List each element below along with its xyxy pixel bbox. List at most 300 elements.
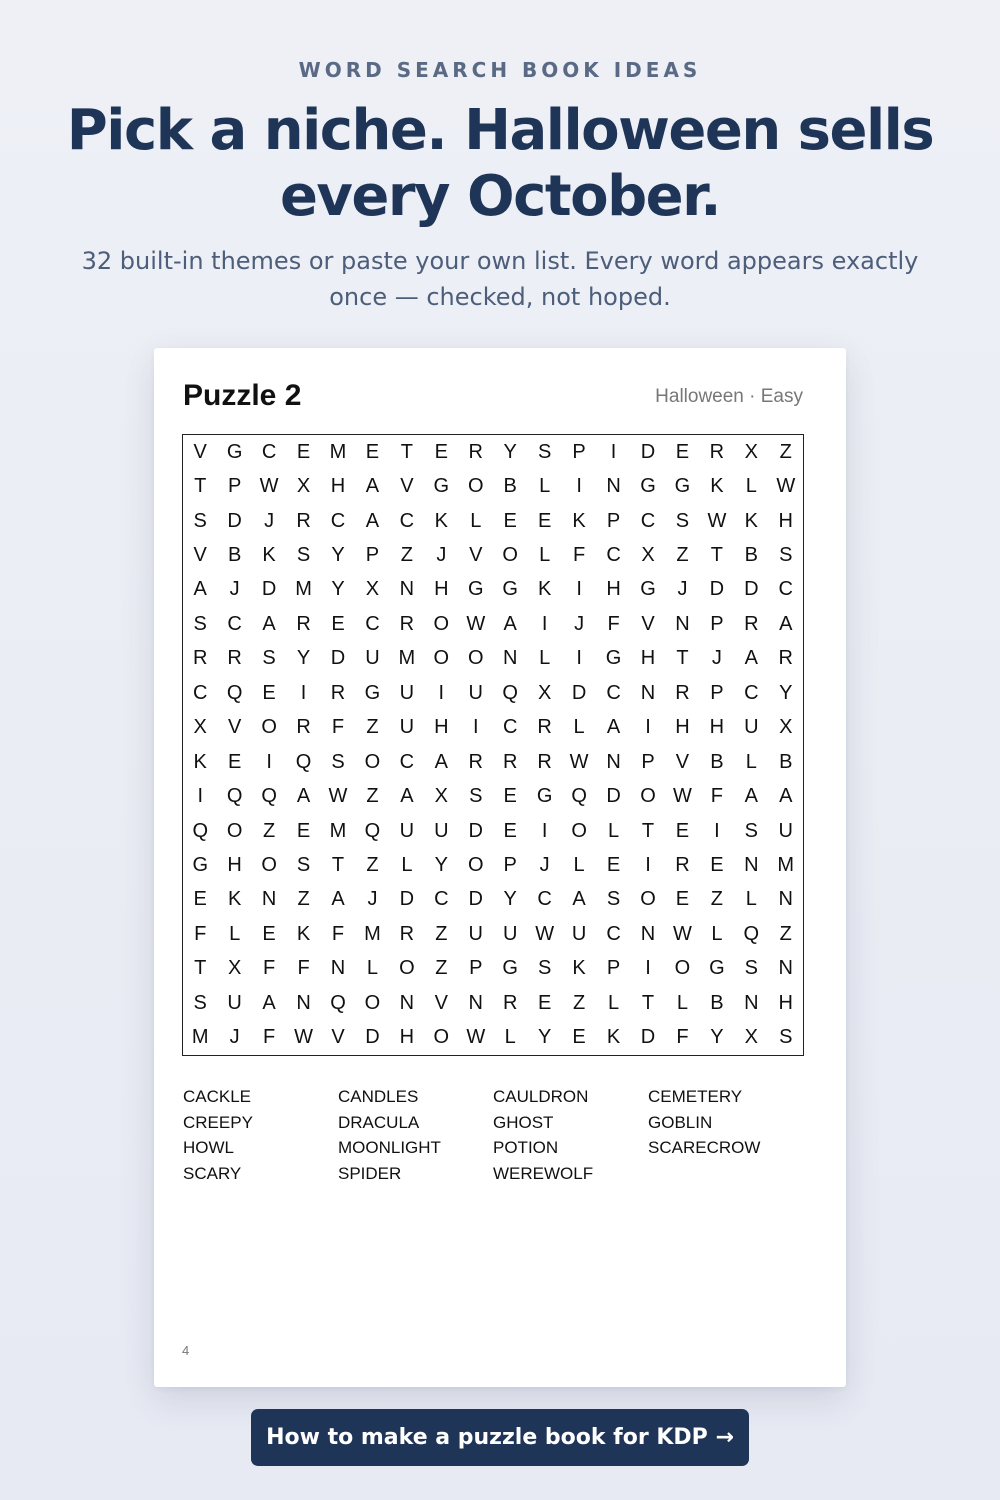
grid-cell: O <box>571 819 587 842</box>
grid-cell: V <box>434 991 448 1014</box>
grid-cell: E <box>710 854 724 877</box>
grid-cell: O <box>502 544 518 567</box>
grid-cell: Z <box>297 888 310 911</box>
grid-cell: A <box>296 785 311 808</box>
grid-cell: D <box>709 578 725 601</box>
grid-cell: U <box>434 819 449 842</box>
grid-cell: B <box>779 750 793 773</box>
grid-cell: H <box>399 1026 415 1049</box>
grid-cell: Q <box>226 681 243 704</box>
grid-cell: Q <box>261 785 277 808</box>
grid-cell: Z <box>572 991 586 1014</box>
grid-cell: Y <box>331 544 345 567</box>
grid-cell: U <box>502 922 518 945</box>
grid-cell: R <box>468 440 483 463</box>
grid-cell: X <box>193 716 207 739</box>
grid-cell: N <box>675 612 690 635</box>
word-list-item: POTION <box>493 1138 559 1157</box>
grid-cell: E <box>537 509 552 532</box>
grid-cell: Q <box>192 819 208 842</box>
grid-cell: D <box>399 888 415 911</box>
word-list <box>183 1086 803 1185</box>
grid-cell: S <box>193 612 207 635</box>
grid-cell: S <box>744 819 758 842</box>
grid-cell: D <box>365 1026 380 1049</box>
grid-cell: N <box>606 750 621 773</box>
grid-cell: G <box>674 475 691 498</box>
grid-cell: W <box>569 750 589 773</box>
grid-cell: S <box>744 957 758 980</box>
puzzle-theme-difficulty: Halloween · Easy <box>655 386 803 407</box>
grid-cell: G <box>536 785 553 808</box>
grid-cell: Q <box>364 819 381 842</box>
grid-cell: N <box>330 957 346 980</box>
grid-cell: L <box>607 991 620 1014</box>
grid-cell: V <box>641 612 655 635</box>
grid-cell: S <box>779 1026 793 1049</box>
grid-cell: C <box>537 888 552 911</box>
word-list-item: GOBLIN <box>648 1112 713 1132</box>
grid-cell: S <box>675 509 690 532</box>
grid-cell: X <box>365 578 380 601</box>
grid-cell: A <box>779 785 793 808</box>
grid-cell: C <box>744 681 759 704</box>
word-list-item: GHOST <box>493 1112 554 1132</box>
grid-cell: N <box>640 681 656 704</box>
grid-cell: R <box>468 750 483 773</box>
word-list-item: SCARY <box>183 1163 242 1183</box>
grid-cell: X <box>779 716 793 739</box>
puzzle-title: Puzzle 2 <box>183 379 302 412</box>
grid-cell: K <box>606 1026 621 1049</box>
grid-cell: X <box>537 681 552 704</box>
grid-cell: E <box>537 991 552 1014</box>
grid-cell: L <box>745 888 757 911</box>
grid-cell: G <box>502 578 518 601</box>
grid-cell: S <box>262 647 276 670</box>
grid-cell: I <box>266 750 272 773</box>
grid-cell: V <box>469 544 483 567</box>
grid-cell: Z <box>710 888 723 911</box>
grid-cell: Z <box>366 716 379 739</box>
grid-cell: E <box>503 819 517 842</box>
grid-cell: Y <box>503 888 517 911</box>
grid-cell: F <box>194 922 207 945</box>
grid-cell: G <box>709 957 725 980</box>
grid-cell: K <box>227 888 242 911</box>
grid-cell: V <box>193 544 207 567</box>
grid-cell: Z <box>262 819 276 842</box>
grid-cell: B <box>744 544 758 567</box>
grid-cell: N <box>502 647 518 670</box>
grid-cell: O <box>226 819 243 842</box>
grid-cell: W <box>466 612 486 635</box>
grid-cell: J <box>436 544 447 567</box>
grid-cell: G <box>640 578 656 601</box>
grid-cell: G <box>605 647 622 670</box>
grid-cell: S <box>537 957 552 980</box>
grid-cell: K <box>296 922 311 945</box>
grid-cell: G <box>364 681 381 704</box>
grid-cell: I <box>645 854 651 877</box>
grid-cell: A <box>503 612 517 635</box>
grid-cell: K <box>262 544 276 567</box>
grid-cell: U <box>399 716 415 739</box>
grid-cell: Y <box>296 647 311 670</box>
grid-cell: B <box>710 750 724 773</box>
grid-cell: H <box>434 578 449 601</box>
word-list-item: HOWL <box>183 1138 234 1157</box>
grid-cell: D <box>468 888 483 911</box>
grid-cell: Z <box>676 544 689 567</box>
grid-cell: O <box>261 716 277 739</box>
grid-cell: G <box>433 475 450 498</box>
grid-cell: G <box>192 854 208 877</box>
grid-cell: R <box>227 647 242 670</box>
grid-cell: A <box>744 647 758 670</box>
grid-cell: P <box>572 440 586 463</box>
grid-cell: R <box>330 681 346 704</box>
grid-cell: R <box>296 612 311 635</box>
grid-cell: A <box>606 716 621 739</box>
grid-cell: C <box>606 681 621 704</box>
word-list-item: CREEPY <box>183 1112 253 1132</box>
grid-cell: S <box>193 991 207 1014</box>
grid-cell: I <box>645 716 651 739</box>
puzzle-page-preview <box>154 348 846 1387</box>
grid-cell: W <box>672 785 692 808</box>
word-list-item: CEMETERY <box>648 1087 743 1106</box>
grid-cell: B <box>227 544 242 567</box>
grid-cell: A <box>434 750 448 773</box>
grid-cell: H <box>675 716 690 739</box>
grid-cell: L <box>745 750 757 773</box>
grid-cell: I <box>714 819 720 842</box>
grid-cell: I <box>541 612 548 635</box>
grid-cell: C <box>778 578 793 601</box>
grid-cell: P <box>227 475 242 498</box>
grid-cell: L <box>504 1026 516 1049</box>
grid-cell: E <box>675 440 690 463</box>
grid-cell: F <box>676 1026 689 1049</box>
grid-cell: E <box>503 509 517 532</box>
grid-cell: W <box>259 475 279 498</box>
grid-cell: R <box>537 716 552 739</box>
grid-cell: R <box>744 612 759 635</box>
grid-cell: T <box>194 957 207 980</box>
grid-cell: D <box>330 647 346 670</box>
grid-cell: Z <box>435 957 448 980</box>
grid-cell: E <box>262 681 276 704</box>
grid-cell: R <box>675 681 690 704</box>
grid-cell: I <box>472 716 479 739</box>
grid-cell: Y <box>434 854 448 877</box>
grid-cell: F <box>607 612 620 635</box>
grid-cell: Z <box>435 922 448 945</box>
grid-cell: Q <box>743 922 760 945</box>
grid-cell: E <box>675 819 690 842</box>
word-list-item: SCARECROW <box>648 1138 761 1157</box>
grid-cell: E <box>262 922 276 945</box>
grid-cell: U <box>744 716 759 739</box>
grid-cell: F <box>331 716 345 739</box>
grid-cell: A <box>365 509 380 532</box>
grid-cell: R <box>296 716 311 739</box>
grid-cell: I <box>300 681 307 704</box>
word-list-item: DRACULA <box>338 1112 420 1132</box>
grid-cell: F <box>262 957 276 980</box>
grid-cell: X <box>744 1026 758 1049</box>
kdp-guide-link-button[interactable]: How to make a puzzle book for KDP → <box>251 1409 749 1466</box>
grid-cell: N <box>296 991 311 1014</box>
grid-cell: N <box>778 888 793 911</box>
grid-cell: L <box>539 544 551 567</box>
grid-cell: K <box>434 509 448 532</box>
grid-cell: U <box>227 991 242 1014</box>
grid-cell: T <box>641 819 655 842</box>
grid-cell: L <box>573 854 585 877</box>
grid-cell: S <box>779 544 793 567</box>
letter-grid <box>182 434 804 1056</box>
grid-cell: L <box>366 957 378 980</box>
grid-cell: R <box>778 647 793 670</box>
grid-cell: C <box>399 509 415 532</box>
grid-cell: C <box>227 612 242 635</box>
grid-cell: F <box>710 785 723 808</box>
grid-cell: X <box>641 544 655 567</box>
grid-cell: D <box>571 681 587 704</box>
grid-cell: P <box>710 681 724 704</box>
grid-cell: M <box>329 440 347 463</box>
word-list-item: MOONLIGHT <box>338 1138 441 1157</box>
grid-cell: A <box>262 991 276 1014</box>
grid-cell: I <box>197 785 203 808</box>
grid-cell: Q <box>502 681 518 704</box>
grid-cell: E <box>572 1026 586 1049</box>
grid-cell: A <box>193 578 207 601</box>
grid-cell: N <box>261 888 277 911</box>
grid-cell: N <box>744 991 759 1014</box>
grid-cell: S <box>606 888 621 911</box>
grid-cell: N <box>606 475 621 498</box>
grid-cell: O <box>433 1026 450 1049</box>
grid-cell: L <box>470 509 482 532</box>
grid-cell: T <box>400 440 413 463</box>
grid-cell: D <box>744 578 759 601</box>
grid-cell: A <box>365 475 380 498</box>
grid-cell: I <box>541 819 548 842</box>
grid-cell: S <box>296 544 311 567</box>
grid-cell: U <box>399 819 415 842</box>
grid-cell: S <box>296 854 311 877</box>
grid-cell: W <box>672 922 692 945</box>
grid-cell: O <box>640 785 656 808</box>
grid-cell: R <box>502 750 518 773</box>
grid-cell: S <box>193 509 207 532</box>
grid-cell: E <box>606 854 621 877</box>
grid-cell: C <box>261 440 277 463</box>
grid-cell: J <box>264 509 275 532</box>
grid-cell: R <box>502 991 518 1014</box>
grid-cell: Z <box>366 854 379 877</box>
grid-cell: O <box>399 957 415 980</box>
grid-cell: U <box>778 819 793 842</box>
grid-cell: V <box>675 750 690 773</box>
grid-cell: B <box>503 475 517 498</box>
grid-cell: P <box>469 957 483 980</box>
grid-cell: N <box>468 991 483 1014</box>
grid-cell: R <box>709 440 725 463</box>
grid-cell: V <box>331 1026 345 1049</box>
word-list-item: CAULDRON <box>493 1087 589 1106</box>
grid-cell: M <box>295 578 312 601</box>
grid-cell: Z <box>779 922 792 945</box>
grid-cell: E <box>434 440 448 463</box>
grid-cell: N <box>399 578 415 601</box>
grid-cell: G <box>502 957 518 980</box>
grid-cell: J <box>677 578 688 601</box>
grid-cell: L <box>745 475 757 498</box>
grid-cell: H <box>640 647 656 670</box>
grid-cell: E <box>365 440 380 463</box>
grid-cell: L <box>711 922 723 945</box>
grid-cell: P <box>606 509 621 532</box>
grid-cell: V <box>193 440 207 463</box>
grid-cell: Y <box>537 1026 552 1049</box>
grid-cell: N <box>778 957 793 980</box>
grid-cell: K <box>710 475 724 498</box>
grid-cell: X <box>744 440 758 463</box>
grid-cell: E <box>193 888 207 911</box>
grid-cell: D <box>468 819 483 842</box>
grid-cell: R <box>399 612 415 635</box>
grid-cell: K <box>572 509 586 532</box>
grid-cell: J <box>229 1026 240 1049</box>
grid-cell: H <box>227 854 242 877</box>
grid-cell: Q <box>226 785 243 808</box>
grid-cell: W <box>535 922 555 945</box>
grid-cell: H <box>330 475 346 498</box>
grid-cell: A <box>779 612 793 635</box>
grid-cell: A <box>331 888 345 911</box>
grid-cell: C <box>606 922 621 945</box>
grid-cell: M <box>191 1026 209 1049</box>
grid-cell: L <box>539 647 551 670</box>
grid-cell: M <box>329 819 347 842</box>
grid-cell: E <box>675 888 690 911</box>
grid-cell: O <box>433 647 450 670</box>
grid-cell: Y <box>503 440 517 463</box>
grid-cell: U <box>365 647 380 670</box>
grid-cell: O <box>433 612 450 635</box>
grid-cell: X <box>434 785 448 808</box>
grid-cell: V <box>227 716 242 739</box>
grid-cell: M <box>364 922 381 945</box>
grid-cell: R <box>537 750 552 773</box>
grid-cell: S <box>469 785 483 808</box>
grid-cell: O <box>467 854 484 877</box>
grid-cell: R <box>296 509 311 532</box>
grid-cell: P <box>641 750 655 773</box>
grid-cell: K <box>193 750 207 773</box>
word-list-item: WEREWOLF <box>493 1163 594 1183</box>
grid-cell: D <box>606 785 621 808</box>
grid-cell: T <box>676 647 689 670</box>
word-list-item: SPIDER <box>338 1163 402 1183</box>
grid-cell: A <box>572 888 586 911</box>
grid-cell: I <box>576 647 582 670</box>
grid-cell: U <box>399 681 415 704</box>
grid-cell: T <box>710 544 723 567</box>
grid-cell: I <box>576 578 582 601</box>
grid-cell: N <box>744 854 759 877</box>
grid-cell: H <box>434 716 449 739</box>
grid-cell: G <box>467 578 484 601</box>
grid-cell: D <box>227 509 242 532</box>
word-list-item: CACKLE <box>183 1087 252 1106</box>
grid-cell: D <box>261 578 277 601</box>
grid-cell: O <box>364 991 381 1014</box>
section-eyebrow: WORD SEARCH BOOK IDEAS <box>298 58 702 82</box>
grid-cell: O <box>467 475 484 498</box>
grid-cell: L <box>607 819 620 842</box>
grid-cell: J <box>539 854 550 877</box>
grid-cell: W <box>776 475 796 498</box>
grid-cell: T <box>641 991 655 1014</box>
grid-cell: E <box>296 819 311 842</box>
grid-cell: P <box>365 544 380 567</box>
grid-cell: P <box>606 957 621 980</box>
word-list-item: CANDLES <box>338 1087 419 1106</box>
grid-cell: W <box>328 785 348 808</box>
grid-cell: O <box>640 888 656 911</box>
grid-cell: M <box>777 854 795 877</box>
grid-cell: F <box>331 922 345 945</box>
page-headline: Pick a niche. Halloween sells every October. <box>66 98 934 229</box>
grid-cell: P <box>710 612 724 635</box>
grid-cell: X <box>296 475 311 498</box>
grid-cell: N <box>399 991 415 1014</box>
grid-cell: T <box>331 854 345 877</box>
grid-cell: H <box>778 509 793 532</box>
grid-cell: L <box>401 854 413 877</box>
grid-cell: E <box>227 750 242 773</box>
grid-cell: I <box>645 957 651 980</box>
grid-cell: F <box>262 1026 276 1049</box>
grid-cell: K <box>537 578 552 601</box>
grid-cell: J <box>367 888 378 911</box>
grid-cell: B <box>710 991 724 1014</box>
grid-cell: J <box>574 612 585 635</box>
grid-cell: I <box>576 475 582 498</box>
grid-cell: C <box>434 888 449 911</box>
grid-cell: Q <box>330 991 346 1014</box>
grid-cell: L <box>676 991 688 1014</box>
grid-cell: K <box>572 957 586 980</box>
grid-cell: I <box>610 440 617 463</box>
grid-cell: Y <box>331 578 345 601</box>
grid-cell: O <box>261 854 277 877</box>
grid-cell: R <box>399 922 415 945</box>
grid-cell: G <box>226 440 243 463</box>
grid-cell: A <box>400 785 414 808</box>
grid-cell: P <box>503 854 517 877</box>
grid-cell: R <box>192 647 208 670</box>
grid-cell: Y <box>779 681 793 704</box>
grid-cell: Q <box>571 785 587 808</box>
page-subheading: 32 built-in themes or paste your own list. Every word appears exactly once — checked, not hoped. <box>81 247 919 311</box>
grid-cell: S <box>537 440 552 463</box>
